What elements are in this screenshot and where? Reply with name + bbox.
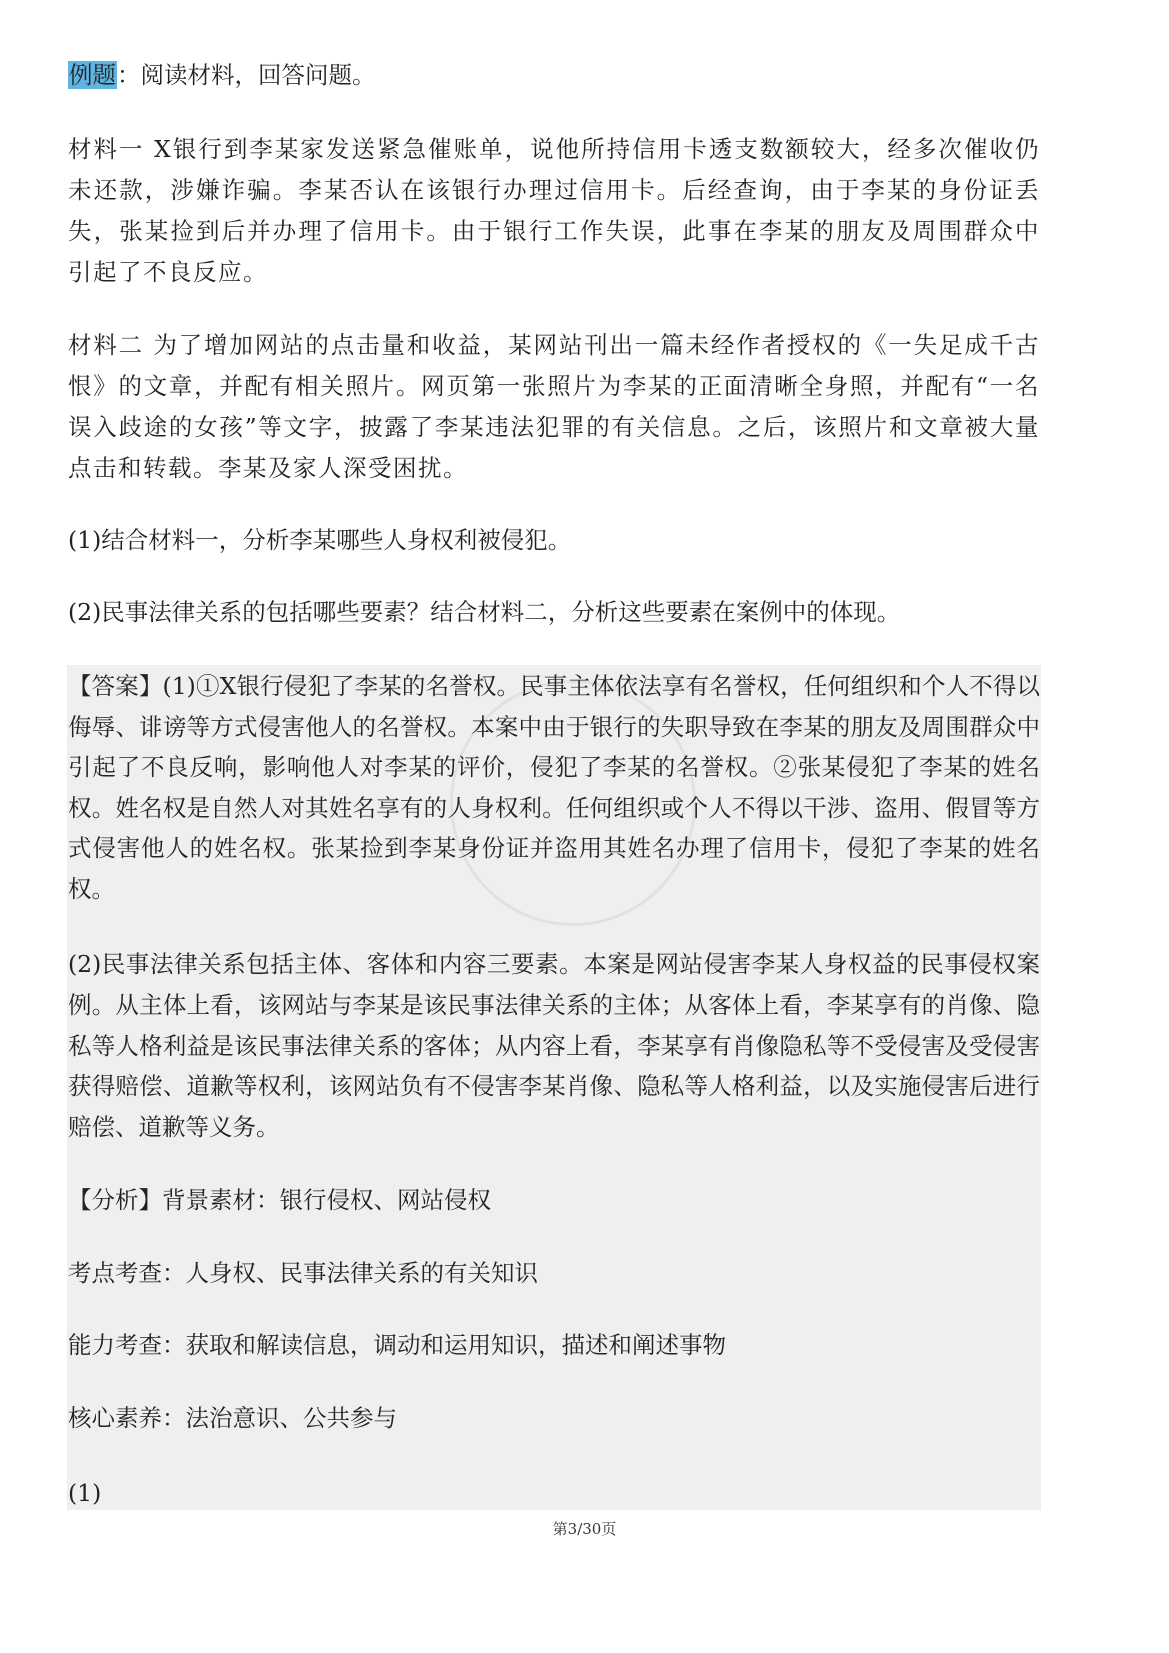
example-label: 例题 <box>69 61 116 89</box>
answer-part-2: (2)民事法律关系包括主体、客体和内容三要素。本案是网站侵害李某人身权益的民事侵权案例。从主体上看，该网站与李某是该民事法律关系的主体；从客体上看，李某享有的肖像、隐私等人格利益是该民事法律关系的客体；从内容上看，李某享有肖像隐私等不受侵害及受侵害获得赔偿、道歉等权利，该网站负有不侵害李某肖像、隐私等人格利益，以及实施侵害后进行赔偿、道歉等义务。 <box>68 950 1040 1142</box>
analysis-tail: (1) <box>68 1479 102 1507</box>
analysis-ability: 能力考查：获取和解读信息，调动和运用知识，描述和阐述事物 <box>68 1331 726 1359</box>
page-number: 第3/30页 <box>552 1520 617 1538</box>
answer-part-1: 【答案】(1)①X银行侵犯了李某的名誉权。民事主体依法享有名誉权，任何组织和个人不得以侮辱、诽谤等方式侵害他人的名誉权。本案中由于银行的失职导致在李某的朋友及周围群众中引起了不良反响，影响他人对李某的评价，侵犯了李某的名誉权。②张某侵犯了李某的姓名权。姓名权是自然人对其姓名享有的人身权利。任何组织或个人不得以干涉、盗用、假冒等方式侵害他人的姓名权。张某捡到李某身份证并盗用其姓名办理了信用卡，侵犯了李某的姓名权。 <box>68 672 1040 903</box>
example-title <box>68 55 1040 96</box>
material-one: 材料一 X银行到李某家发送紧急催账单，说他所持信用卡透支数额较大，经多次催收仍未还款，涉嫌诈骗。李某否认在该银行办理过信用卡。后经查询，由于李某的身份证丢失，张某捡到后并办理了信用卡。由于银行工作失误，此事在李某的朋友及周围群众中引起了不良反应。 <box>68 135 1040 286</box>
analysis-points: 考点考查：人身权、民事法律关系的有关知识 <box>68 1259 538 1287</box>
example-instruction: ：阅读材料，回答问题。 <box>117 61 376 89</box>
material-two: 材料二 为了增加网站的点击量和收益，某网站刊出一篇未经作者授权的《一失足成千古恨》的文章，并配有相关照片。网页第一张照片为李某的正面清晰全身照，并配有“一名误入歧途的女孩”等文字，披露了李某违法犯罪的有关信息。之后，该照片和文章被大量点击和转载。李某及家人深受困扰。 <box>68 331 1040 482</box>
analysis-background: 【分析】背景素材：银行侵权、网站侵权 <box>68 1186 491 1214</box>
question-1: (1)结合材料一，分析李某哪些人身权利被侵犯。 <box>68 526 572 554</box>
analysis-literacy: 核心素养：法治意识、公共参与 <box>68 1404 397 1432</box>
question-2: (2)民事法律关系的包括哪些要素？结合材料二，分析这些要素在案例中的体现。 <box>68 598 901 626</box>
